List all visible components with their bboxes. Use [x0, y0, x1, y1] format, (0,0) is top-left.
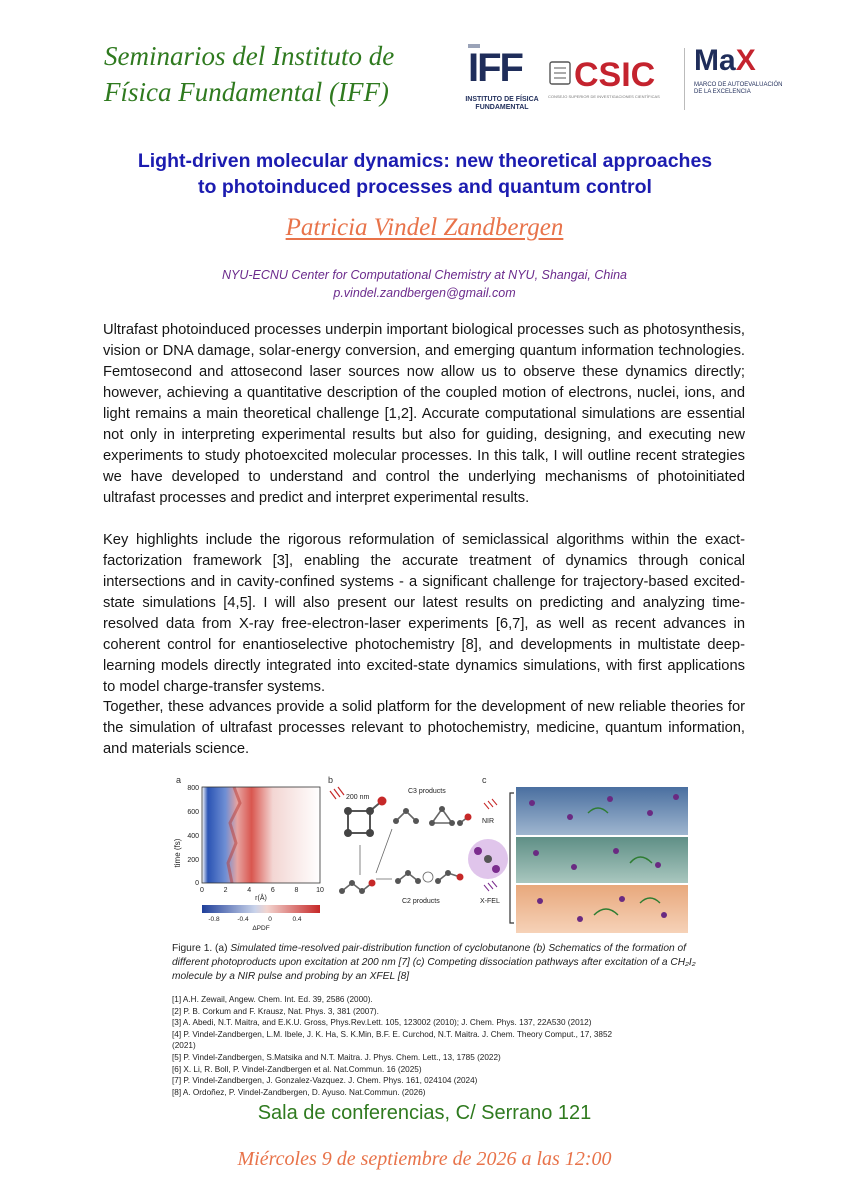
colorbar-tick-3: 0: [268, 916, 272, 923]
talk-title-line1: Light-driven molecular dynamics: new theoretical approaches: [137, 150, 713, 172]
reference-item: (2021): [172, 1041, 196, 1051]
y-tick-0: 0: [195, 880, 199, 887]
reference-item: [8] A. Ordoñez, P. Vindel-Zandbergen, D. Ayuso. Nat.Commun. (2026): [172, 1087, 426, 1097]
series-title-line1: Seminarios del Instituto de: [104, 41, 395, 71]
speaker-affiliation-block: [0, 266, 849, 302]
x-axis-label: r(Å): [255, 895, 267, 902]
abstract-paragraph-2: Key highlights include the rigorous reformulation of semiclassical algorithms within the exact-factorization framework [3], enabling the accurate treatment of dynamics through conical intersections and in cavity-confined systems - a significant challenge for trajectory-based excited-state simulations [4,5]. I will also present our latest results on predicting and analyzing time-resolved data from X-ray free-electron-laser experiments [6,7], as well as recent advances in coherent control for enantioselective photochemistry [8], and developments in multistate deep-learning models directly integrated into excited-state dynamics simulations, with first applications to model charge-transfer systems.: [103, 532, 745, 695]
y-tick-800: 800: [187, 785, 199, 792]
panel-a-label: a: [176, 775, 182, 785]
abstract-paragraph-1: Ultrafast photoinduced processes underpin important biological processes such as photosynthesis, vision or DNA damage, solar-energy conversion, and emerging quantum information technologies. Femtosecond and attosecond laser sources now allow us to observe these dynamics directly; however, achieving a quantitative description of the coupled motion of electrons, nuclei, ions, and light remains a main theoretical challenge [1,2]. Accurate computational simulations are essential not only in interpreting experimental results but also for guiding, designing, and executing new experiments to study photoexcited molecular processes. In this talk, I will outline recent strategies we have developed to understand and control the underlying mechanisms of photoinitiated ultrafast processes and predict and interpret experimental results.: [103, 322, 745, 506]
speaker-name: Patricia Vindel Zandbergen: [285, 214, 564, 241]
event-date: Miércoles 9 de septiembre de 2026 a las 12:00: [237, 1148, 612, 1170]
csic-logo-mark: CSIC: [574, 56, 656, 94]
colorbar-tick-1: -0.8: [208, 916, 220, 923]
max-logo: [694, 44, 784, 114]
figure-1: [170, 773, 690, 938]
csic-logo: [548, 54, 678, 104]
branch-arrows: [376, 829, 392, 879]
x-tick-2: 2: [223, 887, 228, 894]
csic-emblem-icon: [548, 60, 572, 88]
xfel-label: X-FEL: [480, 898, 500, 905]
laser-pulse-icon: [330, 787, 344, 799]
colorbar: [202, 905, 320, 913]
ch2i2-atom-i1: [474, 847, 482, 855]
panel-b-label: b: [328, 775, 334, 785]
logo-divider: [684, 48, 685, 110]
nir-pulse-icon: [484, 799, 497, 809]
reference-item: [2] P. B. Corkum and F. Krausz, Nat. Phys. 3, 381 (2007).: [172, 1006, 379, 1016]
iff-logo: [462, 44, 542, 130]
venue: Sala de conferencias, C/ Serrano 121: [257, 1102, 592, 1124]
reference-item: [7] P. Vindel-Zandbergen, J. Gonzalez-Vazquez. J. Chem. Phys. 161, 024104 (2024): [172, 1076, 478, 1086]
colorbar-tick-2: -0.4: [237, 916, 249, 923]
reference-item: [6] X. Li, R. Boll, P. Vindel-Zandbergen et al. Nat.Commun. 16 (2025): [172, 1064, 422, 1074]
speaker-affiliation: NYU-ECNU Center for Computational Chemistry at NYU, Shangai, China: [221, 268, 628, 282]
reference-item: [4] P. Vindel-Zandbergen, L.M. Ibele, J. K. Ha, S. K.Min, B.F. E. Curchod, N.T. Maitra. J. Chem. Theory Comput., 17, 3852: [172, 1029, 613, 1039]
c2-products-icon: [395, 870, 464, 884]
ch2i2-atom-i2: [492, 865, 500, 873]
cyclobutanone-molecule-icon: [344, 797, 387, 838]
xfel-pulse-icon: [484, 881, 497, 891]
wavelength-label: 200 nm: [346, 794, 370, 801]
max-logo-mark: [694, 44, 756, 78]
colorbar-label: ΔPDF: [252, 925, 270, 932]
iff-logo-subtitle: INSTITUTO DE FÍSICA FUNDAMENTAL: [465, 96, 539, 111]
intermediate-molecule-icon: [339, 880, 376, 895]
max-logo-mark-a: Ma: [694, 44, 736, 77]
c3-products-icon: [393, 806, 472, 826]
series-title: [104, 38, 404, 110]
x-tick-4: 4: [247, 887, 252, 894]
figure-caption-prefix: Figure 1. (a): [172, 943, 231, 954]
c2-products-label: C2 products: [402, 898, 440, 905]
iff-logo-mark: IFF: [468, 46, 522, 90]
y-tick-200: 200: [187, 857, 199, 864]
series-title-line2: Física Fundamental (IFF): [104, 77, 389, 107]
y-tick-600: 600: [187, 809, 199, 816]
pathway-panel-1: [516, 787, 688, 835]
x-tick-0: 0: [200, 887, 204, 894]
c3-products-label: C3 products: [408, 788, 446, 795]
x-tick-10: 10: [316, 887, 324, 894]
heatmap: [202, 787, 320, 883]
speaker-email: p.vindel.zandbergen@gmail.com: [333, 286, 516, 300]
y-axis-label: time (fs): [173, 838, 182, 868]
max-logo-subtitle: MARCO DE AUTOEVALUACIÓN DE LA EXCELENCIA: [694, 82, 783, 95]
nir-label: NIR: [482, 818, 495, 825]
talk-title-line2: to photoinduced processes and quantum control: [198, 176, 652, 198]
colorbar-tick-4: 0.4: [292, 916, 302, 923]
logo-strip: [462, 44, 782, 130]
reference-list: [172, 994, 712, 1098]
figure-caption: [172, 942, 712, 984]
y-tick-400: 400: [187, 833, 199, 840]
ch2i2-atom-center: [484, 855, 492, 863]
figure-1-graphic: [170, 773, 690, 938]
pathway-panel-2: [516, 837, 688, 883]
figure-caption-body: Simulated time-resolved pair-distribution function of cyclobutanone (b) Schematics of the formation of different photoproducts upon excitation at 200 nm [7] (c) Competing dissociation pathways after excitation of a CH₂I₂ molecule by a NIR pulse and probing by an XFEL [8]: [172, 943, 696, 982]
x-tick-6: 6: [270, 887, 275, 894]
reference-item: [5] P. Vindel-Zandbergen, S.Matsika and N.T. Maitra. J. Phys. Chem. Lett., 13, 1785 (2022): [172, 1052, 501, 1062]
abstract-paragraph-3: Together, these advances provide a solid platform for the development of new reliable theories for the simulation of ultrafast processes relevant to photochemistry, medicine, quantum information, and materials science.: [103, 699, 745, 757]
x-tick-8: 8: [294, 887, 299, 894]
csic-logo-subtitle: CONSEJO SUPERIOR DE INVESTIGACIONES CIENTÍFICAS: [548, 94, 660, 99]
reference-item: [3] A. Abedi, N.T. Maitra, and E.K.U. Gross, Phys.Rev.Lett. 105, 123002 (2010); J. Chem. Phys. 137, 22A530 (2012): [172, 1018, 592, 1028]
panel-c-label: c: [482, 775, 487, 785]
max-logo-mark-x: X: [735, 44, 756, 77]
talk-title: [100, 148, 750, 200]
pathway-bracket: [510, 793, 514, 923]
reference-item: [1] A.H. Zewail, Angew. Chem. Int. Ed. 39, 2586 (2000).: [172, 995, 373, 1004]
